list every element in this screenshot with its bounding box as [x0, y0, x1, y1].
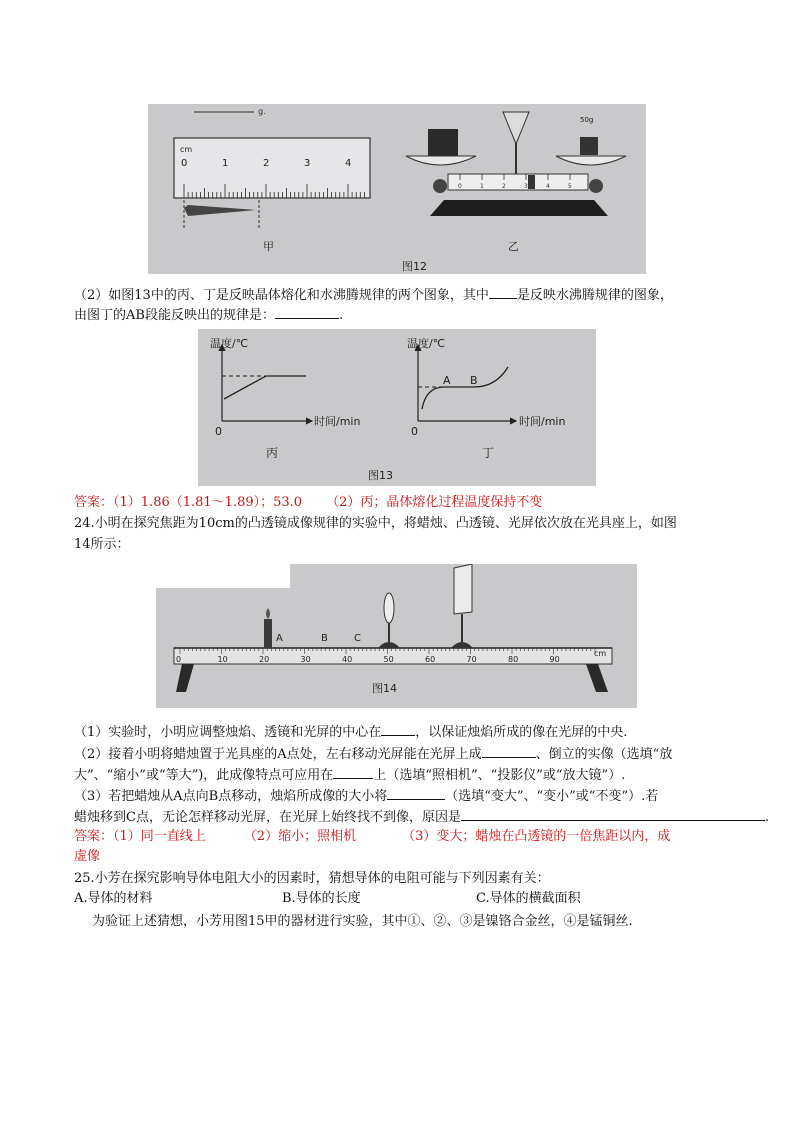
beam-tick-label-1: 1: [480, 183, 484, 190]
fig12-caption: 图12: [402, 260, 427, 273]
bench-tick-label-20: 20: [259, 655, 270, 664]
figure-13: [198, 329, 596, 486]
answer-23-part1: （1）1.86（1.81～1.89）；53.0: [113, 495, 303, 510]
answer-23-prefix: 答案：: [74, 495, 114, 510]
fig12-label-b: 乙: [508, 240, 519, 253]
q25-intro: 25.小芳在探究影响导体电阻大小的因素时，猜想导体的电阻可能与下列因素有关：: [74, 871, 550, 886]
balance: [406, 112, 626, 216]
fig14-caption: 图14: [372, 682, 397, 695]
bench-leg-right: [586, 664, 608, 692]
answer-24-prefix: 答案：: [74, 829, 114, 844]
answer-23-part2: （2）丙；晶体熔化过程温度保持不变: [326, 495, 543, 510]
bench-tick-label-10: 10: [217, 655, 228, 664]
q23-text-2b: .: [338, 308, 344, 323]
q24-part3-line1: [74, 786, 658, 805]
beam-tick-label-2: 2: [502, 183, 506, 190]
q24-blank-3[interactable]: [333, 765, 373, 779]
fig14-point-a: A: [276, 633, 283, 644]
ruler-tick-label-2: 2: [263, 158, 270, 169]
nail: [184, 205, 256, 216]
fig13-right-ylabel: 温度/℃: [407, 337, 446, 350]
q23-text-1a: （2）如图13中的丙、丁是反映晶体熔化和水沸腾规律的两个图象，其中: [74, 288, 489, 303]
lens: [384, 593, 394, 623]
answer-24-part3a: （3）变大；蜡烛在凸透镜的一倍焦距以内，成: [402, 829, 671, 844]
bench-tick-label-80: 80: [508, 655, 519, 664]
ruler-tick-label-0: 0: [181, 158, 188, 169]
bench-tick-label-70: 70: [466, 655, 477, 664]
graph-right-curve: [422, 367, 508, 409]
fig13-point-a: A: [443, 374, 451, 387]
ruler-tick-label-1: 1: [222, 158, 229, 169]
bench-tick-label-40: 40: [342, 655, 353, 664]
figure-12: [148, 104, 646, 274]
fig13-left-xlabel: 时间/min: [314, 415, 361, 428]
fig14-point-c: C: [354, 633, 361, 644]
fig13-caption: 图13: [368, 469, 393, 482]
fig13-right-xlabel: 时间/min: [519, 415, 566, 428]
q25-option-a: A.导体的材料: [74, 891, 153, 906]
fig13-point-b: B: [470, 374, 478, 387]
bench-leg-left: [176, 664, 194, 692]
fig13-label-right: 丁: [482, 446, 495, 460]
ruler-tick-label-4: 4: [345, 158, 352, 169]
q24-p3-d: .: [764, 810, 770, 825]
beam-tick-label-0: 0: [458, 183, 462, 190]
q23-part2-line1: [74, 285, 673, 304]
q24-part1: [74, 722, 627, 741]
fig13-right-origin: 0: [411, 425, 418, 438]
bench-tick-label-90: 90: [549, 655, 560, 664]
q25-body: 为验证上述猜想，小芳用图15甲的器材进行实验，其中①、②、③是镍铬合金丝，④是锰铜丝.: [92, 914, 633, 929]
q23-text-1b: 是反映水沸腾规律的图象，: [516, 288, 673, 303]
q25-option-b: B.导体的长度: [282, 891, 361, 906]
q24-p2-d: 上（选填“照相机”、“投影仪”或“放大镜”）.: [373, 768, 626, 783]
bench-tick-label-0: 0: [176, 655, 182, 664]
candle: [264, 619, 272, 648]
cube-object: [428, 129, 458, 159]
q24-part2-line2: [74, 765, 625, 784]
figure-13-drawing: [198, 329, 596, 486]
q24-blank-1[interactable]: [381, 722, 415, 736]
q23-part2-line2: [74, 305, 343, 324]
figure-14: [156, 564, 637, 708]
figure-14-drawing: [156, 564, 637, 708]
q24-p2-c: 大”、“缩小”或“等大”)，此成像特点可应用在: [74, 768, 334, 783]
q25-option-c: C.导体的横截面积: [476, 891, 581, 906]
q24-intro-1: 24.小明在探究焦距为10cm的凸透镜成像规律的实验中，将蜡烛、凸透镜、光屏依次放在光具座上，如图: [74, 516, 677, 531]
q24-part3-line2: [74, 807, 769, 826]
q23-text-2a: 由图丁的AB段能反映出的规律是：: [74, 308, 275, 323]
weight: [580, 137, 598, 155]
q24-part2-line1: [74, 744, 672, 763]
bench-tick-label-30: 30: [300, 655, 311, 664]
light-screen: [454, 564, 472, 614]
q24-p3-c: 蜡烛移到C点，无论怎样移动光屏，在光屏上始终找不到像，原因是: [74, 810, 461, 825]
q24-blank-5[interactable]: [461, 807, 765, 821]
answer-24-line1: [74, 828, 670, 845]
ruler: [174, 138, 370, 198]
q24-p1-b: ，以保证烛焰所成的像在光屏的中央.: [415, 725, 628, 740]
q24-p3-a: （3）若把蜡烛从A点向B点移动，烛焰所成像的大小将: [74, 789, 388, 804]
beam-tick-label-3: 3: [524, 183, 528, 190]
q24-p2-b: 、倒立的实像（选填“放: [535, 747, 673, 762]
q24-p2-a: （2）接着小明将蜡烛置于光具座的A点处，左右移动光屏能在光屏上成: [74, 747, 482, 762]
bench-tick-label-60: 60: [425, 655, 436, 664]
fig13-left-origin: 0: [215, 425, 222, 438]
beam-tick-label-4: 4: [546, 183, 550, 190]
white-patch: [156, 564, 290, 588]
q23-blank-1[interactable]: [489, 285, 517, 299]
q24-blank-4[interactable]: [387, 786, 445, 800]
weight-label: 50g: [580, 116, 594, 124]
fig13-left-ylabel: 温度/℃: [210, 337, 249, 350]
fig12-top-label: g.: [258, 107, 266, 116]
graph-left-curve: [224, 376, 306, 399]
figure-12-drawing: [148, 104, 646, 274]
q24-p3-b: （选填“变大”、“变小”或“不变”）.若: [445, 789, 659, 804]
ruler-unit: cm: [180, 145, 193, 154]
q24-intro-2: 14所示：: [74, 537, 130, 552]
candle-flame: [266, 608, 270, 619]
bench-unit: cm: [594, 649, 607, 658]
answer-23: [74, 494, 542, 511]
fig14-point-b: B: [321, 633, 328, 644]
fig13-label-left: 丙: [266, 446, 279, 460]
answer-24-part3b: 虚像: [74, 849, 101, 864]
q23-blank-2[interactable]: [275, 305, 339, 319]
q24-blank-2[interactable]: [482, 744, 536, 758]
answer-24-part2: （2）缩小；照相机: [243, 829, 357, 844]
ruler-tick-label-3: 3: [304, 158, 311, 169]
beam-tick-label-5: 5: [568, 183, 572, 190]
bench-tick-label-50: 50: [383, 655, 394, 664]
rider: [528, 175, 535, 189]
fig12-label-a: 甲: [263, 240, 274, 253]
q24-p1-a: （1）实验时，小明应调整烛焰、透镜和光屏的中心在: [74, 725, 382, 740]
answer-24-part1: （1）同一直线上: [113, 829, 206, 844]
